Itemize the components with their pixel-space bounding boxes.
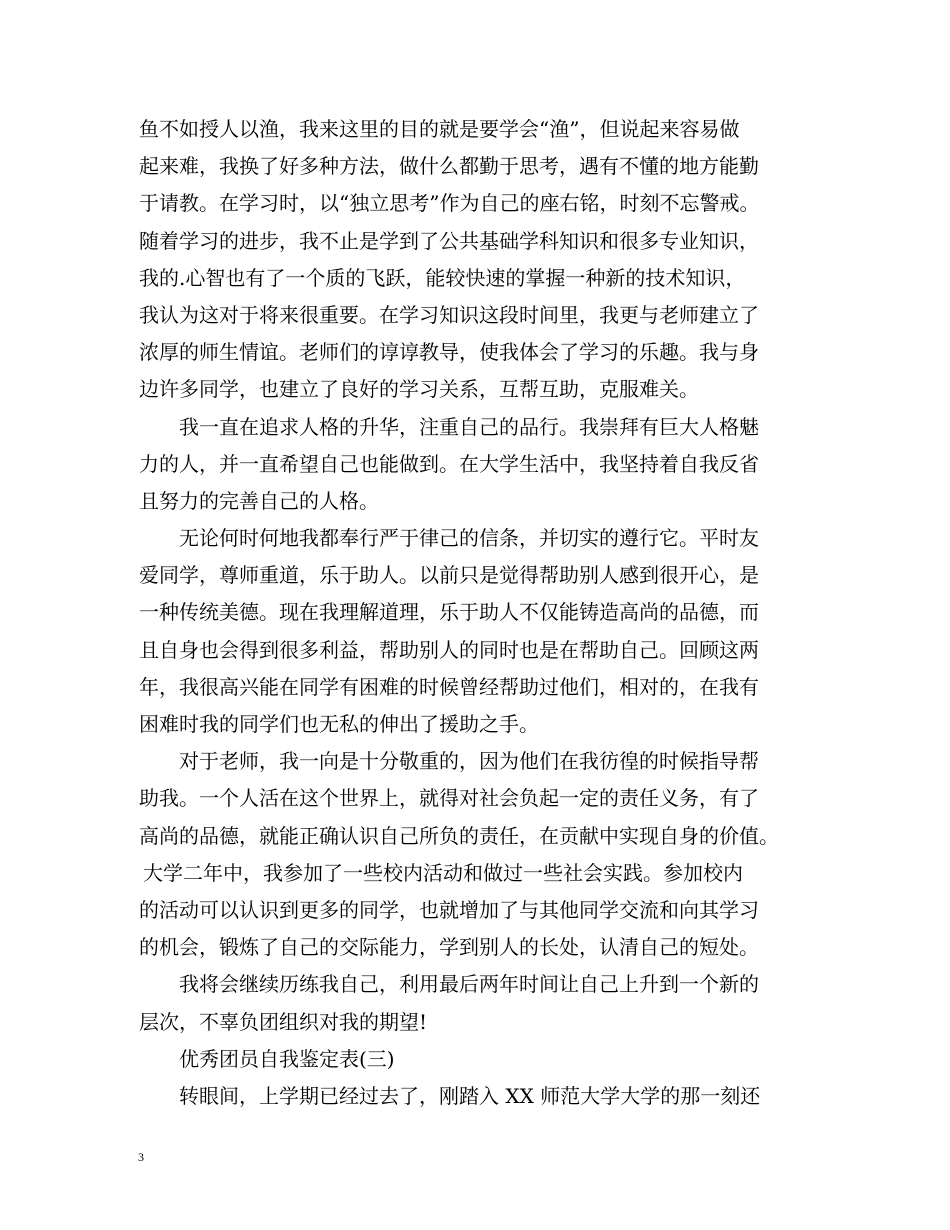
text-line-18: 对于老师，我一向是十分敬重的，因为他们在我彷徨的时候指导帮	[179, 749, 759, 774]
text-line-27: 转眼间，上学期已经过去了，刚踏入 XX 师范大学大学的那一刻还	[179, 1083, 761, 1108]
text-line-21: 大学二年中，我参加了一些校内活动和做过一些社会实践。参加校内	[143, 860, 743, 885]
text-line-20: 高尚的品德，就能正确认识自己所负的责任，在贡献中实现自身的价值。	[139, 823, 779, 848]
text-line-7: 浓厚的师生情谊。老师们的谆谆教导，使我体会了学习的乐趣。我与身	[139, 340, 759, 365]
text-line-14: 一种传统美德。现在我理解道理，乐于助人不仅能铸造高尚的品德，而	[139, 600, 759, 625]
text-line-5: 我的.心智也有了一个质的飞跃，能较快速的掌握一种新的技术知识，	[139, 265, 746, 290]
text-line-25: 层次，不辜负团组织对我的期望!	[139, 1009, 428, 1034]
text-line-2: 起来难，我换了好多种方法，做什么都勤于思考，遇有不懂的地方能勤	[139, 154, 759, 179]
text-line-3: 于请教。在学习时，以“独立思考”作为自己的座右铭，时刻不忘警戒。	[139, 191, 760, 216]
text-line-19: 助我。一个人活在这个世界上，就得对社会负起一定的责任义务，有了	[139, 786, 759, 811]
document-body	[139, 111, 829, 1115]
text-line-11: 且努力的完善自己的人格。	[139, 488, 379, 513]
page-number: 3	[138, 1150, 144, 1164]
text-line-24: 我将会继续历练我自己，利用最后两年时间让自己上升到一个新的	[179, 972, 759, 997]
text-line-9: 我一直在追求人格的升华，注重自己的品行。我崇拜有巨大人格魅	[179, 414, 759, 439]
text-line-22: 的活动可以认识到更多的同学，也就增加了与其他同学交流和向其学习	[139, 897, 759, 922]
text-line-23: 的机会，锻炼了自己的交际能力，学到别人的长处，认清自己的短处。	[139, 935, 759, 960]
text-line-10: 力的人，并一直希望自己也能做到。在大学生活中，我坚持着自我反省	[139, 451, 759, 476]
text-line-6: 我认为这对于将来很重要。在学习知识这段时间里，我更与老师建立了	[139, 302, 759, 327]
text-line-16: 年，我很高兴能在同学有困难的时候曾经帮助过他们，相对的，在我有	[139, 674, 759, 699]
text-line-8: 边许多同学，也建立了良好的学习关系，互帮互助，克服难关。	[139, 377, 699, 402]
text-line-13: 爱同学，尊师重道，乐于助人。以前只是觉得帮助别人感到很开心，是	[139, 563, 759, 588]
text-line-1: 鱼不如授人以渔，我来这里的目的就是要学会“渔”，但说起来容易做	[139, 117, 740, 141]
text-line-4: 随着学习的进步，我不止是学到了公共基础学科知识和很多专业知识，	[139, 228, 759, 253]
text-line-15: 且自身也会得到很多利益，帮助别人的同时也是在帮助自己。回顾这两	[139, 637, 759, 662]
section-heading: 优秀团员自我鉴定表(三)	[179, 1046, 395, 1071]
text-line-12: 无论何时何地我都奉行严于律己的信条，并切实的遵行它。平时友	[179, 526, 759, 551]
text-line-17: 困难时我的同学们也无私的伸出了援助之手。	[139, 712, 539, 736]
